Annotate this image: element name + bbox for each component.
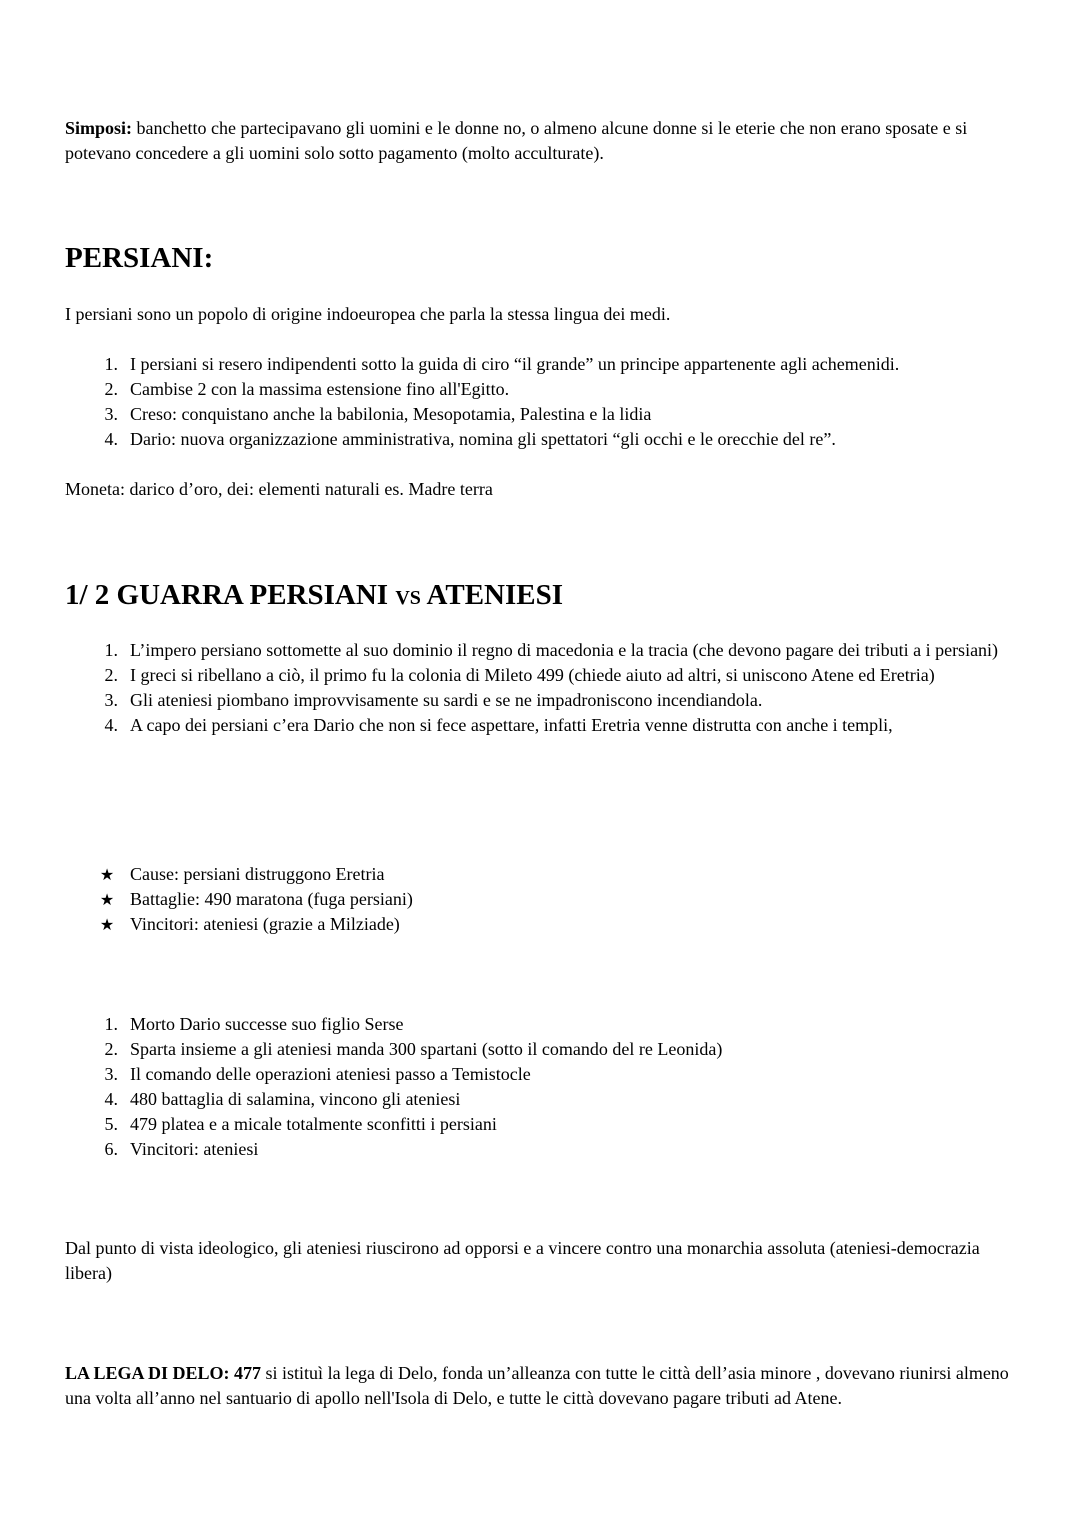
guerra-bullets (96, 862, 1026, 937)
simposi-term: Simposi: (65, 118, 133, 138)
list-number: 5. (104, 1114, 118, 1134)
lega-paragraph (65, 1361, 1025, 1411)
list-item (96, 1037, 1026, 1062)
list-text: Creso: conquistano anche la babilonia, Mesopotamia, Palestina e la lidia (130, 404, 652, 424)
star-icon: ★ (99, 915, 115, 934)
list-item (96, 1087, 1026, 1112)
guerra-heading-vs: vs (395, 579, 421, 611)
list-number: 2. (104, 379, 118, 399)
list-number: 4. (104, 1089, 118, 1109)
list-number: 4. (104, 715, 118, 735)
list-number: 2. (104, 1039, 118, 1059)
list-item (96, 688, 1026, 713)
guerra-heading (65, 578, 1025, 612)
list-text: Vincitori: ateniesi (130, 1139, 259, 1159)
guerra-list-2 (96, 1012, 1026, 1162)
lega-term: LA LEGA DI DELO: 477 (65, 1363, 262, 1383)
star-icon: ★ (99, 865, 115, 884)
bullet-item (96, 862, 1026, 887)
list-number: 2. (104, 665, 118, 685)
list-item (96, 1012, 1026, 1037)
list-item (96, 402, 1026, 427)
list-text: Gli ateniesi piombano improvvisamente su sardi e se ne impadroniscono incendiandola. (130, 690, 763, 710)
guerra-heading-a: 1/ 2 GUARRA PERSIANI (65, 579, 396, 611)
bullet-text: Battaglie: 490 maratona (fuga persiani) (130, 889, 413, 909)
list-item (96, 1112, 1026, 1137)
guerra-list (96, 638, 1026, 738)
moneta-paragraph: Moneta: darico d’oro, dei: elementi naturali es. Madre terra (65, 479, 493, 499)
list-item (96, 377, 1026, 402)
list-text: Cambise 2 con la massima estensione fino all'Egitto. (130, 379, 510, 399)
list-number: 4. (104, 429, 118, 449)
simposi-paragraph (65, 116, 1025, 166)
list-number: 6. (104, 1139, 118, 1159)
list-text: I persiani si resero indipendenti sotto la guida di ciro “il grande” un principe appartenente agli achemenidi. (130, 354, 900, 374)
bullet-item (96, 912, 1026, 937)
ideologico-paragraph: Dal punto di vista ideologico, gli ateniesi riuscirono ad opporsi e a vincere contro una monarchia assoluta (ateniesi-democrazia libera) (65, 1238, 980, 1283)
persiani-intro: I persiani sono un popolo di origine indoeuropea che parla la stessa lingua dei medi. (65, 304, 671, 324)
list-item (96, 1137, 1026, 1162)
list-text: 479 platea e a micale totalmente sconfitti i persiani (130, 1114, 497, 1134)
lega-text: si istituì la lega di Delo, fonda un’alleanza con tutte le città dell’asia minore , dovevano riunirsi almeno una volta all’anno nel santuario di apollo nell'Isola di Delo, e tutte le città dovevano pagare tributi ad Atene. (65, 1363, 1009, 1408)
list-item (96, 638, 1026, 663)
list-number: 1. (104, 640, 118, 660)
list-text: Il comando delle operazioni ateniesi passo a Temistocle (130, 1064, 531, 1084)
persiani-heading: PERSIANI: (65, 242, 214, 274)
list-item (96, 1062, 1026, 1087)
list-text: Morto Dario successe suo figlio Serse (130, 1014, 404, 1034)
bullet-text: Cause: persiani distruggono Eretria (130, 864, 385, 884)
list-text: L’impero persiano sottomette al suo dominio il regno di macedonia e la tracia (che devono pagare dei tributi a i persiani) (130, 640, 999, 660)
persiani-list (96, 352, 1026, 452)
list-number: 1. (104, 354, 118, 374)
list-item (96, 663, 1026, 688)
list-text: I greci si ribellano a ciò, il primo fu la colonia di Mileto 499 (chiede aiuto ad altri, si uniscono Atene ed Eretria) (130, 665, 935, 685)
simposi-text: banchetto che partecipavano gli uomini e le donne no, o almeno alcune donne si le eterie che non erano sposate e si potevano concedere a gli uomini solo sotto pagamento (molto acculturate). (65, 118, 968, 163)
list-number: 1. (104, 1014, 118, 1034)
star-icon: ★ (99, 890, 115, 909)
list-item (96, 352, 1026, 377)
bullet-text: Vincitori: ateniesi (grazie a Milziade) (130, 914, 400, 934)
list-text: A capo dei persiani c’era Dario che non si fece aspettare, infatti Eretria venne distrutta con anche i templi, (130, 715, 893, 735)
bullet-item (96, 887, 1026, 912)
list-text: Sparta insieme a gli ateniesi manda 300 spartani (sotto il comando del re Leonida) (130, 1039, 723, 1059)
guerra-heading-b: ATENIESI (420, 579, 564, 611)
list-number: 3. (104, 404, 118, 424)
list-item (96, 427, 1026, 452)
list-item (96, 713, 1026, 738)
list-text: Dario: nuova organizzazione amministrativa, nomina gli spettatori “gli occhi e le orecchie del re”. (130, 429, 836, 449)
list-number: 3. (104, 690, 118, 710)
list-text: 480 battaglia di salamina, vincono gli ateniesi (130, 1089, 461, 1109)
list-number: 3. (104, 1064, 118, 1084)
